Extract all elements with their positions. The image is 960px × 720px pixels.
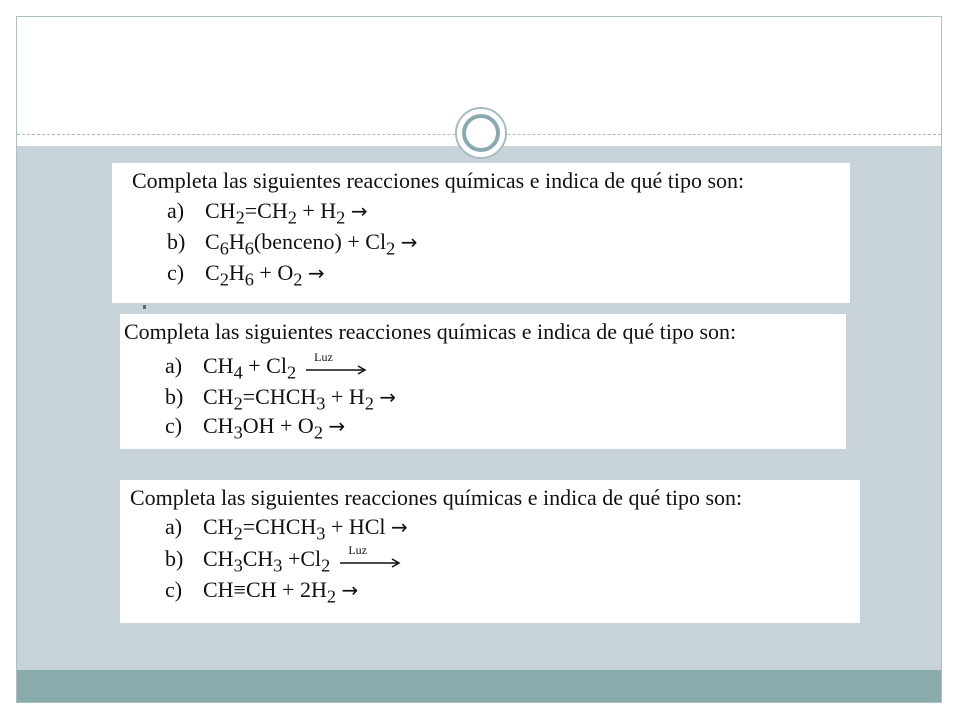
item-marker: a)	[165, 353, 183, 378]
arrow-label: Luz	[348, 542, 367, 557]
reaction-equation: $CH_2=CHCH_3 + H_2$ →	[203, 381, 403, 419]
reaction-equation: $CH\equiv CH + 2H_2$ →	[203, 574, 366, 612]
arrow-icon: →	[341, 578, 359, 602]
reaction-equation: $CH_2=CH_2 + H_2$ →	[205, 195, 375, 233]
exercise-panel-2	[120, 314, 846, 449]
reaction-equation: $CH_3CH_3 +Cl_2$ Luz	[203, 543, 404, 581]
footer-bar	[17, 670, 941, 702]
item-marker: b)	[167, 229, 186, 254]
scan-mark	[143, 305, 146, 309]
item-marker: c)	[167, 260, 185, 285]
reaction-equation: $CH_3OH + O_2$ →	[203, 410, 352, 448]
panel-instruction: Completa las siguientes reacciones químicas e indica de qué tipo son:	[130, 485, 743, 510]
panel-instruction: Completa las siguientes reacciones químicas e indica de qué tipo son:	[124, 319, 737, 344]
arrow-icon: →	[400, 230, 418, 254]
item-marker: c)	[165, 413, 183, 438]
arrow-icon: →	[391, 515, 408, 539]
exercise-panel-3	[120, 480, 860, 623]
item-marker: a)	[167, 198, 185, 223]
panel-instruction: Completa las siguientes reacciones químicas e indica de qué tipo son:	[132, 168, 745, 193]
circle-ornament-icon	[455, 107, 507, 159]
item-marker: b)	[165, 384, 184, 409]
arrow-icon: →	[379, 385, 397, 409]
light-arrow-icon	[304, 349, 370, 382]
item-marker: a)	[165, 514, 183, 539]
arrow-icon: →	[328, 414, 346, 438]
light-arrow-icon	[338, 542, 404, 575]
reaction-equation: $CH_2=CHCH_3$ + HCl →	[203, 511, 415, 549]
arrow-icon: →	[307, 261, 325, 285]
arrow-icon: →	[350, 199, 368, 223]
exercise-panel-1	[112, 163, 850, 303]
reaction-equation: $C_2H_6 + O_2$ →	[205, 257, 332, 295]
item-marker: b)	[165, 546, 184, 571]
reaction-equation: $C_6H_6(benceno) + Cl_2$ →	[205, 226, 425, 264]
reaction-equation: $CH_4 + Cl_2$ Luz	[203, 350, 370, 388]
item-marker: c)	[165, 577, 183, 602]
arrow-label: Luz	[314, 349, 333, 364]
